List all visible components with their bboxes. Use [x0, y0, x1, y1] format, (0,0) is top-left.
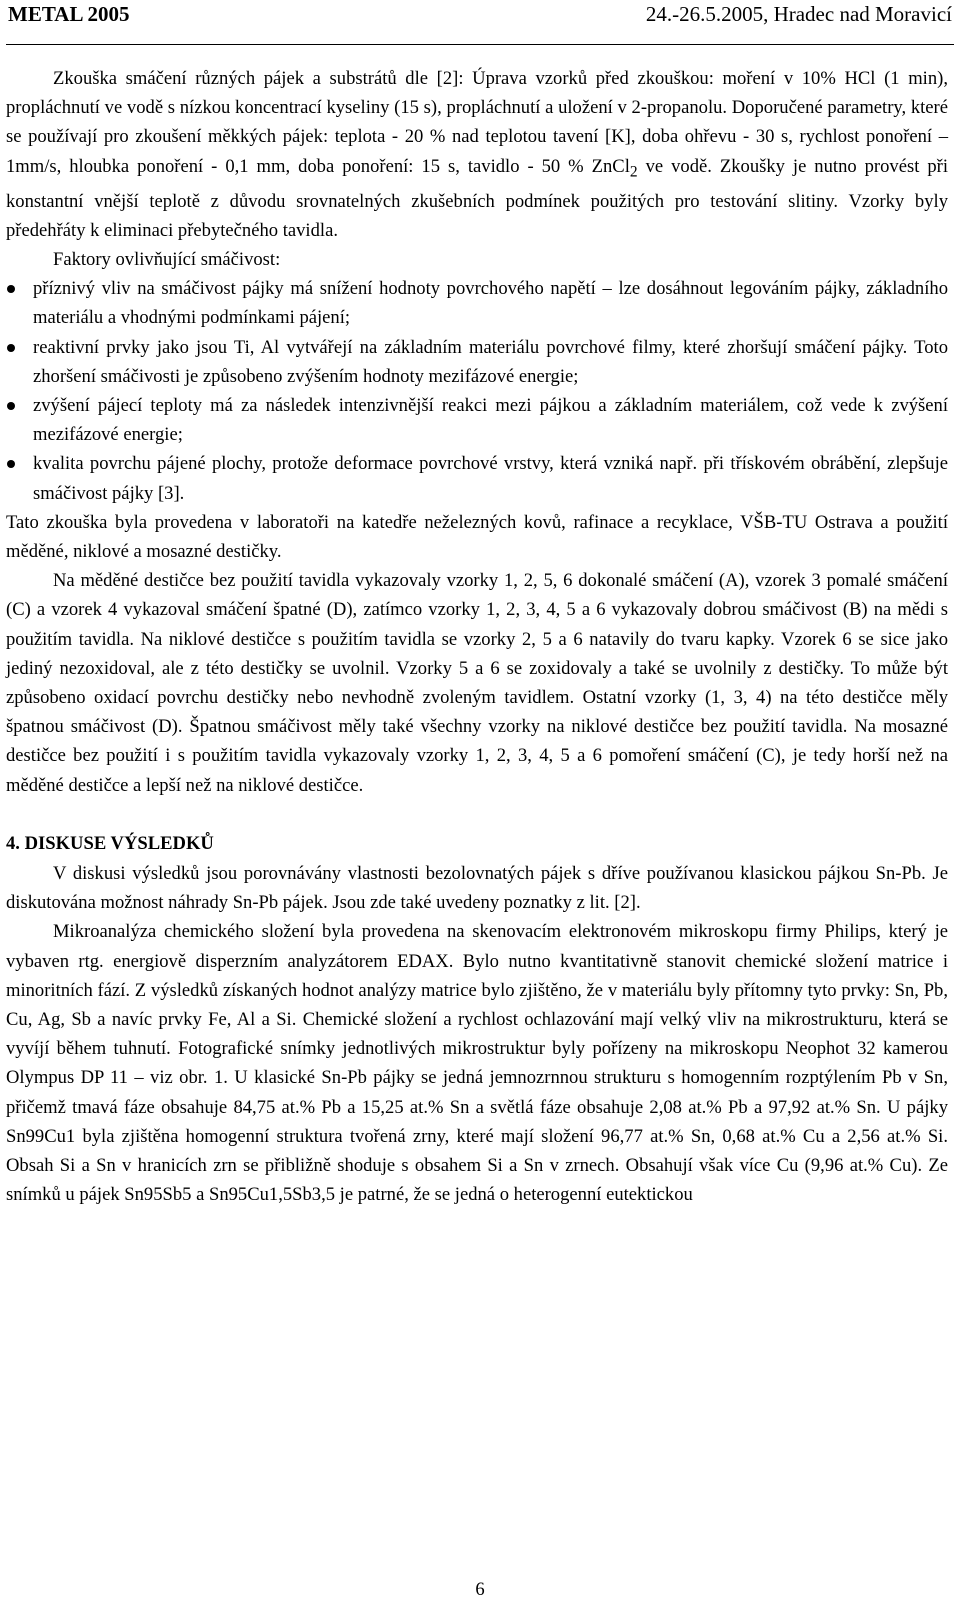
list-item	[6, 274, 948, 332]
conference-date-place: 24.-26.5.2005, Hradec nad Moravicí	[645, 2, 952, 26]
paragraph-laboratory: Tato zkouška byla provedena v laboratoři na katedře neželezných kovů, rafinace a recyklace, VŠB-TU Ostrava a použití měděné, niklové a mosazné destičky.	[6, 511, 948, 562]
body-text	[6, 64, 948, 1209]
bullet-icon	[7, 344, 15, 352]
paragraph-wetting-test	[6, 64, 948, 245]
bullet-icon	[7, 285, 15, 293]
bullet-icon	[7, 402, 15, 410]
zncl2-subscript: 2	[629, 163, 638, 181]
paragraph-microanalysis: Mikroanalýza chemického složení byla provedena na skenovacím elektronovém mikroskopu firmy Philips, který je vybaven rtg. energiově disperzním analyzátorem EDAX. Bylo nutno kvantitativně stanovit chemické složení matrice i minoritních fází. Z výsledků získaných hodnot analýzy matrice bylo zjištěno, že v materiálu byly přítomny tyto prvky: Sn, Pb, Cu, Ag, Sb a navíc prvky Fe, Al a Si. Chemické složení a rychlost ochlazování mají velký vliv na mikrostrukturu, která se vyvíjí během tuhnutí. Fotografické snímky jednotlivých mikrostruktur byly pořízeny na mikroskopu Neophot 32 kamerou Olympus DP 11 – viz obr. 1. U klasické Sn-Pb pájky se jedná jemnozrnnou strukturu s homogenním rozptýlením Pb v Sn, přičemž tmavá fáze obsahuje 84,75 at.% Pb a 15,25 at.% Sn a světlá fáze obsahuje 2,08 at.% Pb a 97,92 at.% Sn. U pájky Sn99Cu1 byla zjištěna homogenní struktura tvořená zrny, které mají složení 96,77 at.% Sn, 0,68 at.% Cu a 2,56 at.% Si. Obsah Si a Sn v hranicích zrn se přibližně shoduje s obsahem Si a Sn v zrnech. Obsahují však více Cu (9,96 at.% Cu). Ze snímků u pájek Sn95Sb5 a Sn95Cu1,5Sb3,5 je patrné, že se jedná o heterogenní eutektickou	[6, 921, 948, 1206]
list-item	[6, 391, 948, 449]
running-header	[6, 0, 954, 45]
list-item	[6, 333, 948, 391]
list-item-text: kvalita povrchu pájené plochy, protože deformace povrchové vrstvy, která vzniká např. při třískovém obrábění, zlepšuje smáčivost pájky [3].	[33, 453, 948, 504]
paragraph-discussion-intro: V diskusi výsledků jsou porovnávány vlastnosti bezolovnatých pájek s dříve používanou klasickou pájkou Sn-Pb. Je diskutována možnost náhrady Sn-Pb pájek. Jsou zde také uvedeny poznatky z lit. [2].	[6, 863, 948, 914]
page-number: 6	[475, 1579, 485, 1600]
conference-name: METAL 2005	[8, 2, 130, 26]
paragraph-results-plates: Na měděné destičce bez použití tavidla vykazovaly vzorky 1, 2, 5, 6 dokonalé smáčení (A), vzorek 3 pomalé smáčení (C) a vzorek 4 vykazoval smáčení špatné (D), zatímco vzorky 1, 2, 3, 4, 5 a 6 vykazovaly dobrou smáčivost (B) na mědi s použitím tavidla. Na niklové destičce s použitím tavidla se vzorky 2, 5 a 6 natavily do tvaru kapky. Vzorek 6 se sice jako jediný nezoxidoval, ale z této destičky se uvolnil. Vzorky 5 a 6 se zoxidovaly a také se uvolnily z destičky. To může být způsobeno oxidací povrchu destičky nebo nevhodně zvoleným tavidlem. Ostatní vzorky (1, 3, 4) na této destičce měly špatnou smáčivost (D). Špatnou smáčivost měly také všechny vzorky na niklové destičce bez použití tavidla. Na mosazné destičce bez použití i s použitím tavidla vykazovaly vzorky 1, 2, 3, 4, 5 a 6 pomoření smáčení (C), je tedy horší než na měděné destičce a lepší než na niklové destičce.	[6, 570, 948, 796]
bullet-icon	[7, 460, 15, 468]
list-item-text: reaktivní prvky jako jsou Ti, Al vytvářejí na základním materiálu povrchové filmy, které zhoršují smáčení pájky. Toto zhoršení smáčivosti je způsobeno zvýšením hodnoty mezifázové energie;	[33, 336, 948, 387]
paragraph-wetting-test-tail: ve vodě. Zkoušky je nutno provést při konstantní vnější teplotě z důvodu srovnatelných zkušebních podmínek použitých pro testování slitiny. Vzorky byly předehřáty k eliminaci přebytečného tavidla.	[6, 155, 948, 241]
section-heading-discussion: 4. DISKUSE VÝSLEDKŮ	[6, 832, 214, 854]
list-item	[6, 449, 948, 507]
paragraph-wetting-test-text: Zkouška smáčení různých pájek a substrátů dle [2]: Úprava vzorků před zkouškou: moření v 10% HCl (1 min), propláchnutí ve vodě s nízkou koncentrací kyseliny (15 s), propláchnutí a uložení v 2-propanolu. Doporučené parametry, které se používají pro zkoušení měkkých pájek: teplota - 20 % nad teplotou tavení [K], doba ohřevu - 30 s, rychlost ponoření – 1mm/s, hloubka ponoření - 0,1 mm, doba ponoření: 15 s, tavidlo - 50 % ZnCl	[6, 68, 948, 177]
list-item-text: příznivý vliv na smáčivost pájky má snížení hodnoty povrchového napětí – lze dosáhnout legováním pájky, základního materiálu a vhodnými podmínkami pájení;	[33, 278, 948, 329]
factors-list	[6, 274, 948, 508]
list-item-text: zvýšení pájecí teploty má za následek intenzivnější reakci mezi pájkou a základním materiálem, což vede k zvýšení mezifázové energie;	[33, 394, 948, 446]
factors-intro: Faktory ovlivňující smáčivost:	[53, 248, 281, 270]
